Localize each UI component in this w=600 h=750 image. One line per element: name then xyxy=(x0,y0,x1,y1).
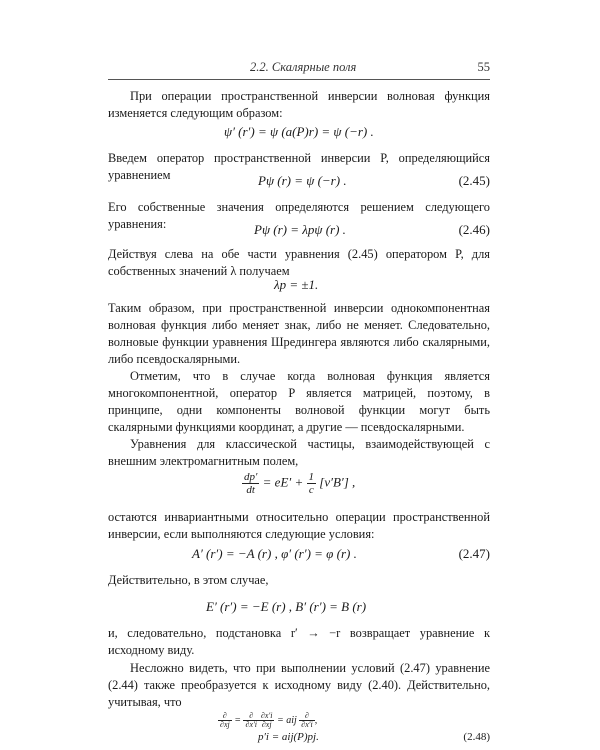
equation-formula xyxy=(218,712,317,729)
equation-middle: = eE′ + xyxy=(262,474,304,490)
running-header xyxy=(108,60,490,78)
equation-formula: E′ (r′) = −E (r) , B′ (r′) = B (r) xyxy=(206,599,367,614)
equation-formula: Pψ (r) = ψ (−r) . xyxy=(258,173,347,188)
equation-formula xyxy=(242,471,355,496)
fraction-numerator: ∂ xyxy=(218,712,232,721)
equation-middle: = aij xyxy=(274,714,300,726)
equation-formula: p′i = aij(P)pj. xyxy=(258,731,319,743)
paragraph-1: При операции пространственной инверсии волновая функция изменяется следующим образом: xyxy=(108,89,490,120)
equation-number: (2.47) xyxy=(458,546,490,561)
equation-number: (2.45) xyxy=(458,173,490,188)
paragraph-2: Введем оператор пространственной инверсии P, определяющийся уравнением xyxy=(108,151,490,182)
paragraph-8: остаются инвариантными относительно операции пространственной инверсии, если выполняются следующие условия: xyxy=(108,510,490,541)
fraction-dxi-dxj xyxy=(259,712,274,729)
equation-rhs: [v′B′] , xyxy=(319,474,356,490)
fraction-numerator: ∂ xyxy=(243,712,258,721)
equation-end: , xyxy=(314,714,318,726)
paragraph-9: Действительно, в этом случае, xyxy=(108,573,269,587)
equation-formula: A′ (r′) = −A (r) , φ′ (r′) = φ (r) . xyxy=(192,546,357,561)
fraction-denominator: ∂x′i xyxy=(301,720,313,729)
page-number: 55 xyxy=(477,60,490,74)
paragraph-10: и, следовательно, подстановка r′ → −r возвращает уравнение к исходному виду. xyxy=(108,626,490,657)
fraction-d-dxj xyxy=(218,712,232,729)
fraction-denominator: ∂xj xyxy=(220,720,230,729)
header-rule xyxy=(108,79,490,80)
fraction-d-dxi-2 xyxy=(299,712,314,729)
fraction-numerator: 1 xyxy=(308,471,315,483)
equation-psi-inversion xyxy=(108,124,490,148)
paragraph-11: Несложно видеть, что при выполнении условий (2.47) уравнение (2.44) также преобразуется к исходному виду (2.40). Действительно, учитывая, что xyxy=(108,661,490,709)
equation-motion xyxy=(108,471,490,501)
equation-formula: λp = ±1. xyxy=(274,277,319,292)
fraction-numerator: dp′ xyxy=(244,471,258,483)
fraction-one-over-c xyxy=(307,471,317,496)
equation-eigenvalues xyxy=(108,277,490,301)
equals-sign: = xyxy=(231,714,244,726)
fraction-denominator: dt xyxy=(246,484,255,496)
paragraph-6: Отметим, что в случае когда волновая функция является многокомпонентной, оператор P является матрицей, поэтому, в принципе, одни компоненты волновой функции могут быть скалярными функциями координат, а другие — псевдоскалярными. xyxy=(108,369,490,434)
fraction-denominator: ∂xj xyxy=(261,720,272,729)
paragraph-7: Уравнения для классической частицы, взаимодействующей с внешним электромагнитным полем, xyxy=(108,437,490,468)
paragraph-3: Его собственные значения определяются решением следующего уравнения: xyxy=(108,200,490,231)
equation-number: (2.48) xyxy=(463,731,490,743)
equation-formula: ψ′ (r′) = ψ (a(P)r) = ψ (−r) . xyxy=(224,124,374,139)
fraction-numerator: ∂ xyxy=(299,712,314,721)
fraction-denominator: ∂x′i xyxy=(245,720,257,729)
fraction-dp-dt xyxy=(242,471,259,496)
equation-2-47 xyxy=(108,546,490,570)
equation-2-45 xyxy=(108,173,490,197)
fraction-denominator: c xyxy=(308,484,314,496)
paragraph-4: Действуя слева на обе части уравнения (2.45) оператором P, для собственных значений λ получаем xyxy=(108,247,490,278)
section-title: 2.2. Скалярные поля xyxy=(250,60,357,74)
equation-2-46 xyxy=(108,222,490,246)
equation-2-48 xyxy=(108,731,490,747)
fraction-d-dxi xyxy=(243,712,258,729)
equation-number: (2.46) xyxy=(458,222,490,237)
equation-fields xyxy=(108,599,490,623)
fraction-numerator: ∂x′i xyxy=(260,711,273,720)
paragraph-5: Таким образом, при пространственной инверсии однокомпонентная волновая функция либо меняет знак, либо не меняет. Следовательно, волновые функции уравнения Шредингера являются либо скалярными, либо псевдоскалярными. xyxy=(108,301,490,366)
equation-formula: Pψ (r) = λpψ (r) . xyxy=(254,222,346,237)
equation-derivative xyxy=(108,712,490,728)
